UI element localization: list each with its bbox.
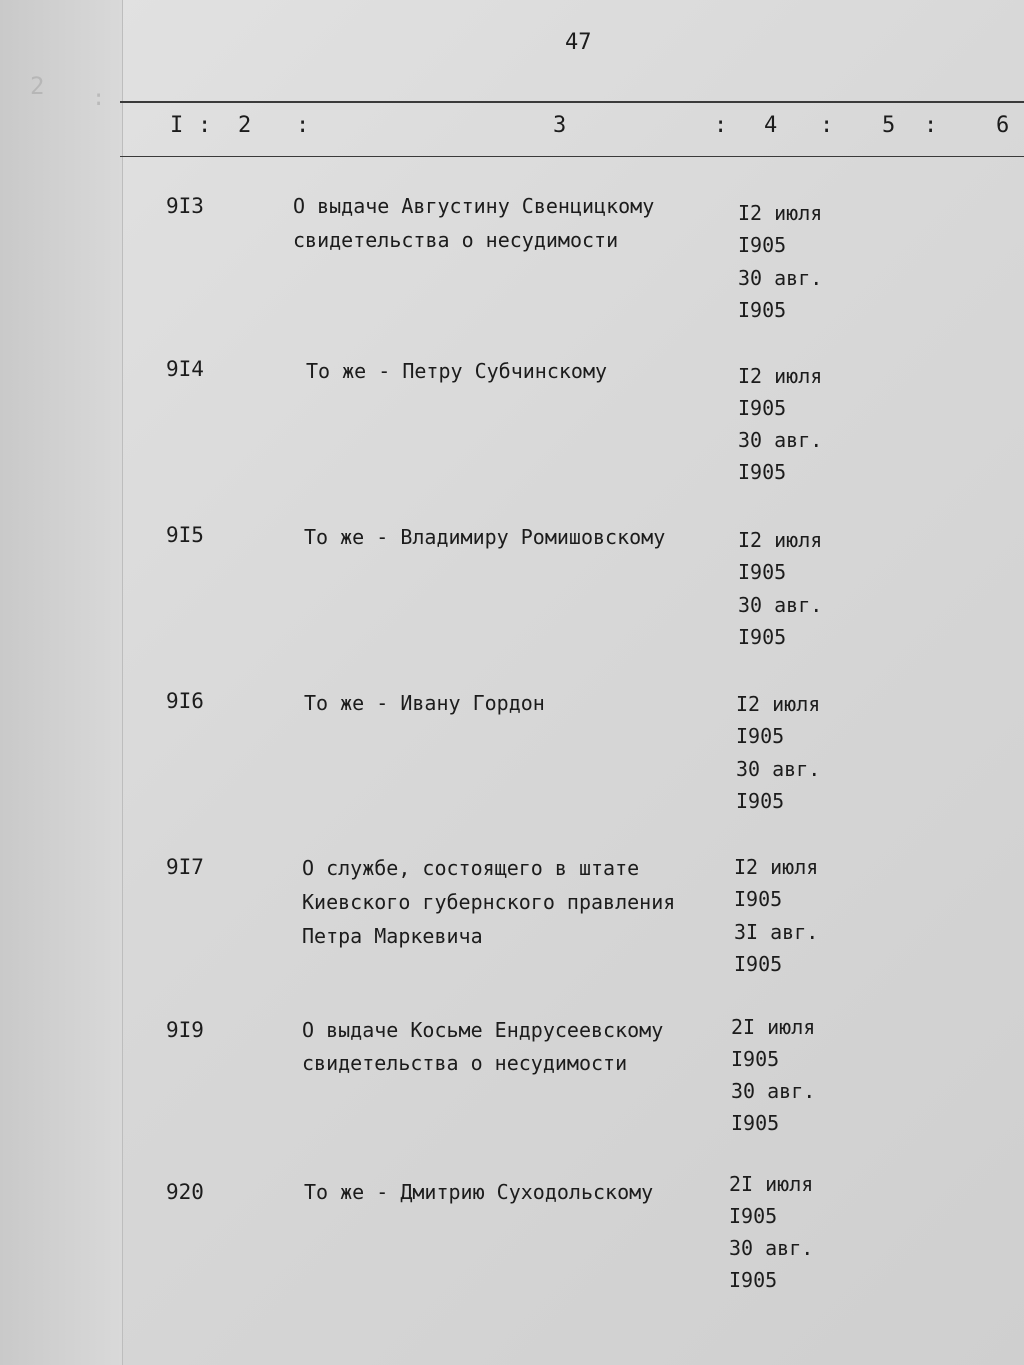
entry-year-end: I905 xyxy=(736,789,785,813)
entry-description-line: О службе, состоящего в штате xyxy=(302,856,640,880)
entry-description-line: То же - Владимиру Ромишовскому xyxy=(304,525,666,549)
column-separator: : xyxy=(198,113,212,138)
entry-date-start: 2I июля xyxy=(731,1015,816,1039)
column-separator: : xyxy=(924,113,938,138)
margin-mark: 2 xyxy=(30,72,45,100)
column-separator: : xyxy=(820,113,834,138)
entry-date-end: 30 авг. xyxy=(731,1079,816,1103)
entry-number: 9I7 xyxy=(166,855,204,879)
entry-description-line: О выдаче Августину Свенцицкому xyxy=(293,194,655,218)
entry-date-start: I2 июля xyxy=(734,855,819,879)
column-header-3: 3 xyxy=(553,113,567,138)
entry-year-end: I905 xyxy=(738,460,787,484)
entry-year-start: I905 xyxy=(738,560,787,584)
header-top-rule xyxy=(120,101,1024,103)
entry-description-line: То же - Петру Субчинскому xyxy=(306,359,608,383)
entry-description-line: Киевского губернского правления xyxy=(302,890,676,914)
entry-date-start: I2 июля xyxy=(738,201,823,225)
entry-date-end: 3I авг. xyxy=(734,920,819,944)
entry-description-line: То же - Дмитрию Суходольскому xyxy=(304,1180,654,1204)
entry-number: 9I3 xyxy=(166,194,204,218)
entry-date-end: 30 авг. xyxy=(738,266,823,290)
entry-date-end: 30 авг. xyxy=(736,757,821,781)
column-header-5: 5 xyxy=(882,113,896,138)
column-header-4: 4 xyxy=(764,113,778,138)
entry-number: 920 xyxy=(166,1180,204,1204)
entry-description-line: Петра Маркевича xyxy=(302,924,483,948)
column-separator: : xyxy=(296,113,310,138)
entry-date-start: 2I июля xyxy=(729,1172,814,1196)
column-header-6: 6 xyxy=(996,113,1010,138)
header-bottom-rule xyxy=(120,156,1024,157)
entry-date-start: I2 июля xyxy=(738,364,823,388)
entry-date-end: 30 авг. xyxy=(738,593,823,617)
entry-date-end: 30 авг. xyxy=(738,428,823,452)
entry-number: 9I4 xyxy=(166,357,204,381)
entry-year-start: I905 xyxy=(736,724,785,748)
entry-number: 9I6 xyxy=(166,689,204,713)
page-number: 47 xyxy=(565,30,592,55)
entry-year-start: I905 xyxy=(738,233,787,257)
entry-date-start: I2 июля xyxy=(738,528,823,552)
entry-description-line: То же - Ивану Гордон xyxy=(304,691,545,715)
entry-year-start: I905 xyxy=(734,887,783,911)
entry-number: 9I9 xyxy=(166,1018,204,1042)
entry-year-start: I905 xyxy=(738,396,787,420)
entry-description-line: свидетельства о несудимости xyxy=(302,1051,628,1075)
entry-year-start: I905 xyxy=(731,1047,780,1071)
entry-year-end: I905 xyxy=(734,952,783,976)
entry-description-line: свидетельства о несудимости xyxy=(293,228,619,252)
entry-year-end: I905 xyxy=(738,625,787,649)
column-separator: : xyxy=(714,113,728,138)
entry-description-line: О выдаче Косьме Ендрусеевскому xyxy=(302,1018,664,1042)
margin-mark: : xyxy=(92,86,106,111)
entry-date-start: I2 июля xyxy=(736,692,821,716)
entry-year-end: I905 xyxy=(738,298,787,322)
column-header-2: 2 xyxy=(238,113,252,138)
entry-date-end: 30 авг. xyxy=(729,1236,814,1260)
entry-year-end: I905 xyxy=(731,1111,780,1135)
entry-year-start: I905 xyxy=(729,1204,778,1228)
entry-year-end: I905 xyxy=(729,1268,778,1292)
previous-page-edge xyxy=(0,0,123,1365)
column-header-1: I xyxy=(170,113,184,138)
entry-number: 9I5 xyxy=(166,523,204,547)
